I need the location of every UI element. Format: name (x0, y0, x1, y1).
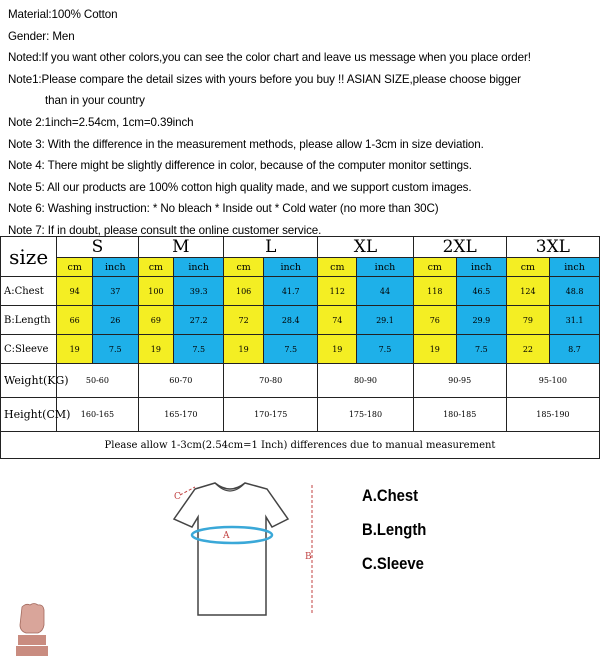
range-value: 95-100 (506, 364, 599, 398)
tshirt-outline (174, 483, 288, 615)
range-label: Weight(KG) (1, 364, 57, 398)
cm-value: 22 (506, 335, 549, 364)
cm-value: 69 (138, 306, 174, 335)
inch-value: 46.5 (456, 277, 506, 306)
cm-value: 76 (413, 306, 456, 335)
inch-value: 37 (93, 277, 138, 306)
cm-value: 100 (138, 277, 174, 306)
unit-cm: cm (224, 258, 264, 277)
inch-value: 29.1 (357, 306, 413, 335)
note-line: Note 5: All our products are 100% cotton high quality made, and we support custom images. (8, 180, 472, 194)
cm-value: 74 (318, 306, 357, 335)
size-chart-table (0, 236, 600, 459)
cm-value: 124 (506, 277, 549, 306)
measure-label: A:Chest (1, 277, 57, 306)
measure-label: C:Sleeve (1, 335, 57, 364)
range-value: 185-190 (506, 398, 599, 432)
fist-icon (20, 604, 44, 634)
note-line: Gender: Men (8, 29, 75, 43)
range-value: 90-95 (413, 364, 506, 398)
unit-inch: inch (264, 258, 318, 277)
cm-value: 118 (413, 277, 456, 306)
size-header: size (1, 237, 57, 277)
cm-value: 19 (57, 335, 93, 364)
legend-length: B.Length (362, 521, 427, 539)
inch-value: 7.5 (456, 335, 506, 364)
diagram-label-c: C (174, 492, 181, 502)
note-line: Note 2:1inch=2.54cm, 1cm=0.39inch (8, 115, 194, 129)
unit-inch: inch (456, 258, 506, 277)
diagram-label-b: B (305, 552, 312, 562)
inch-value: 8.7 (550, 335, 600, 364)
range-value: 170-175 (224, 398, 318, 432)
unit-cm: cm (57, 258, 93, 277)
cm-value: 19 (318, 335, 357, 364)
cm-value: 112 (318, 277, 357, 306)
note-line: Note 7: If in doubt, please consult the online customer service. (8, 223, 322, 237)
diagram-label-a: A (223, 531, 230, 541)
legend-sleeve: C.Sleeve (362, 555, 424, 573)
legend-chest: A.Chest (362, 487, 419, 505)
inch-value: 27.2 (174, 306, 224, 335)
tshirt-diagram (150, 475, 330, 635)
inch-value: 7.5 (357, 335, 413, 364)
cm-value: 72 (224, 306, 264, 335)
unit-cm: cm (413, 258, 456, 277)
note-line: Note 3: With the difference in the measurement methods, please allow 1-3cm in size deviation. (8, 137, 484, 151)
size-column-header: XL (318, 237, 413, 258)
inch-value: 48.8 (550, 277, 600, 306)
note-line: Note 4: There might be slightly difference in color, because of the computer monitor settings. (8, 159, 472, 173)
size-column-header: 3XL (506, 237, 599, 258)
unit-cm: cm (506, 258, 549, 277)
size-header-row (1, 237, 600, 258)
measure-row (1, 335, 600, 364)
cm-value: 66 (57, 306, 93, 335)
range-value: 180-185 (413, 398, 506, 432)
cm-value: 106 (224, 277, 264, 306)
inch-value: 7.5 (264, 335, 318, 364)
range-value: 175-180 (318, 398, 413, 432)
size-column-header: L (224, 237, 318, 258)
range-row (1, 398, 600, 432)
inch-value: 41.7 (264, 277, 318, 306)
inch-value: 28.4 (264, 306, 318, 335)
measure-label: B:Length (1, 306, 57, 335)
note-line: Material:100% Cotton (8, 8, 118, 21)
footer-row (1, 432, 600, 459)
cm-value: 19 (224, 335, 264, 364)
unit-cm: cm (318, 258, 357, 277)
size-column-header: M (138, 237, 224, 258)
unit-inch: inch (93, 258, 138, 277)
measure-row (1, 277, 600, 306)
brand-logo (14, 601, 50, 657)
size-column-header: 2XL (413, 237, 506, 258)
table-footer-note: Please allow 1-3cm(2.54cm=1 Inch) differences due to manual measurement (1, 432, 600, 459)
measure-row (1, 306, 600, 335)
range-value: 70-80 (224, 364, 318, 398)
range-value: 60-70 (138, 364, 224, 398)
inch-value: 26 (93, 306, 138, 335)
range-value: 50-60 (57, 364, 138, 398)
unit-row (1, 258, 600, 277)
range-value: 160-165 (57, 398, 138, 432)
note-line: than in your country (45, 94, 145, 108)
range-value: 80-90 (318, 364, 413, 398)
inch-value: 29.9 (456, 306, 506, 335)
range-value: 165-170 (138, 398, 224, 432)
note-line: Noted:If you want other colors,you can see the color chart and leave us message when you place order! (8, 51, 531, 65)
cm-value: 94 (57, 277, 93, 306)
range-label: Height(CM) (1, 398, 57, 432)
inch-value: 39.3 (174, 277, 224, 306)
unit-cm: cm (138, 258, 174, 277)
inch-value: 7.5 (93, 335, 138, 364)
size-column-header: S (57, 237, 138, 258)
cm-value: 79 (506, 306, 549, 335)
inch-value: 31.1 (550, 306, 600, 335)
cm-value: 19 (138, 335, 174, 364)
note-line: Note1:Please compare the detail sizes with yours before you buy !! ASIAN SIZE,please choose bigger (8, 72, 521, 86)
inch-value: 44 (357, 277, 413, 306)
unit-inch: inch (357, 258, 413, 277)
unit-inch: inch (550, 258, 600, 277)
inch-value: 7.5 (174, 335, 224, 364)
cm-value: 19 (413, 335, 456, 364)
range-row (1, 364, 600, 398)
notes-section (8, 4, 596, 242)
unit-inch: inch (174, 258, 224, 277)
note-line: Note 6: Washing instruction: * No bleach * Inside out * Cold water (no more than 30C) (8, 202, 439, 216)
